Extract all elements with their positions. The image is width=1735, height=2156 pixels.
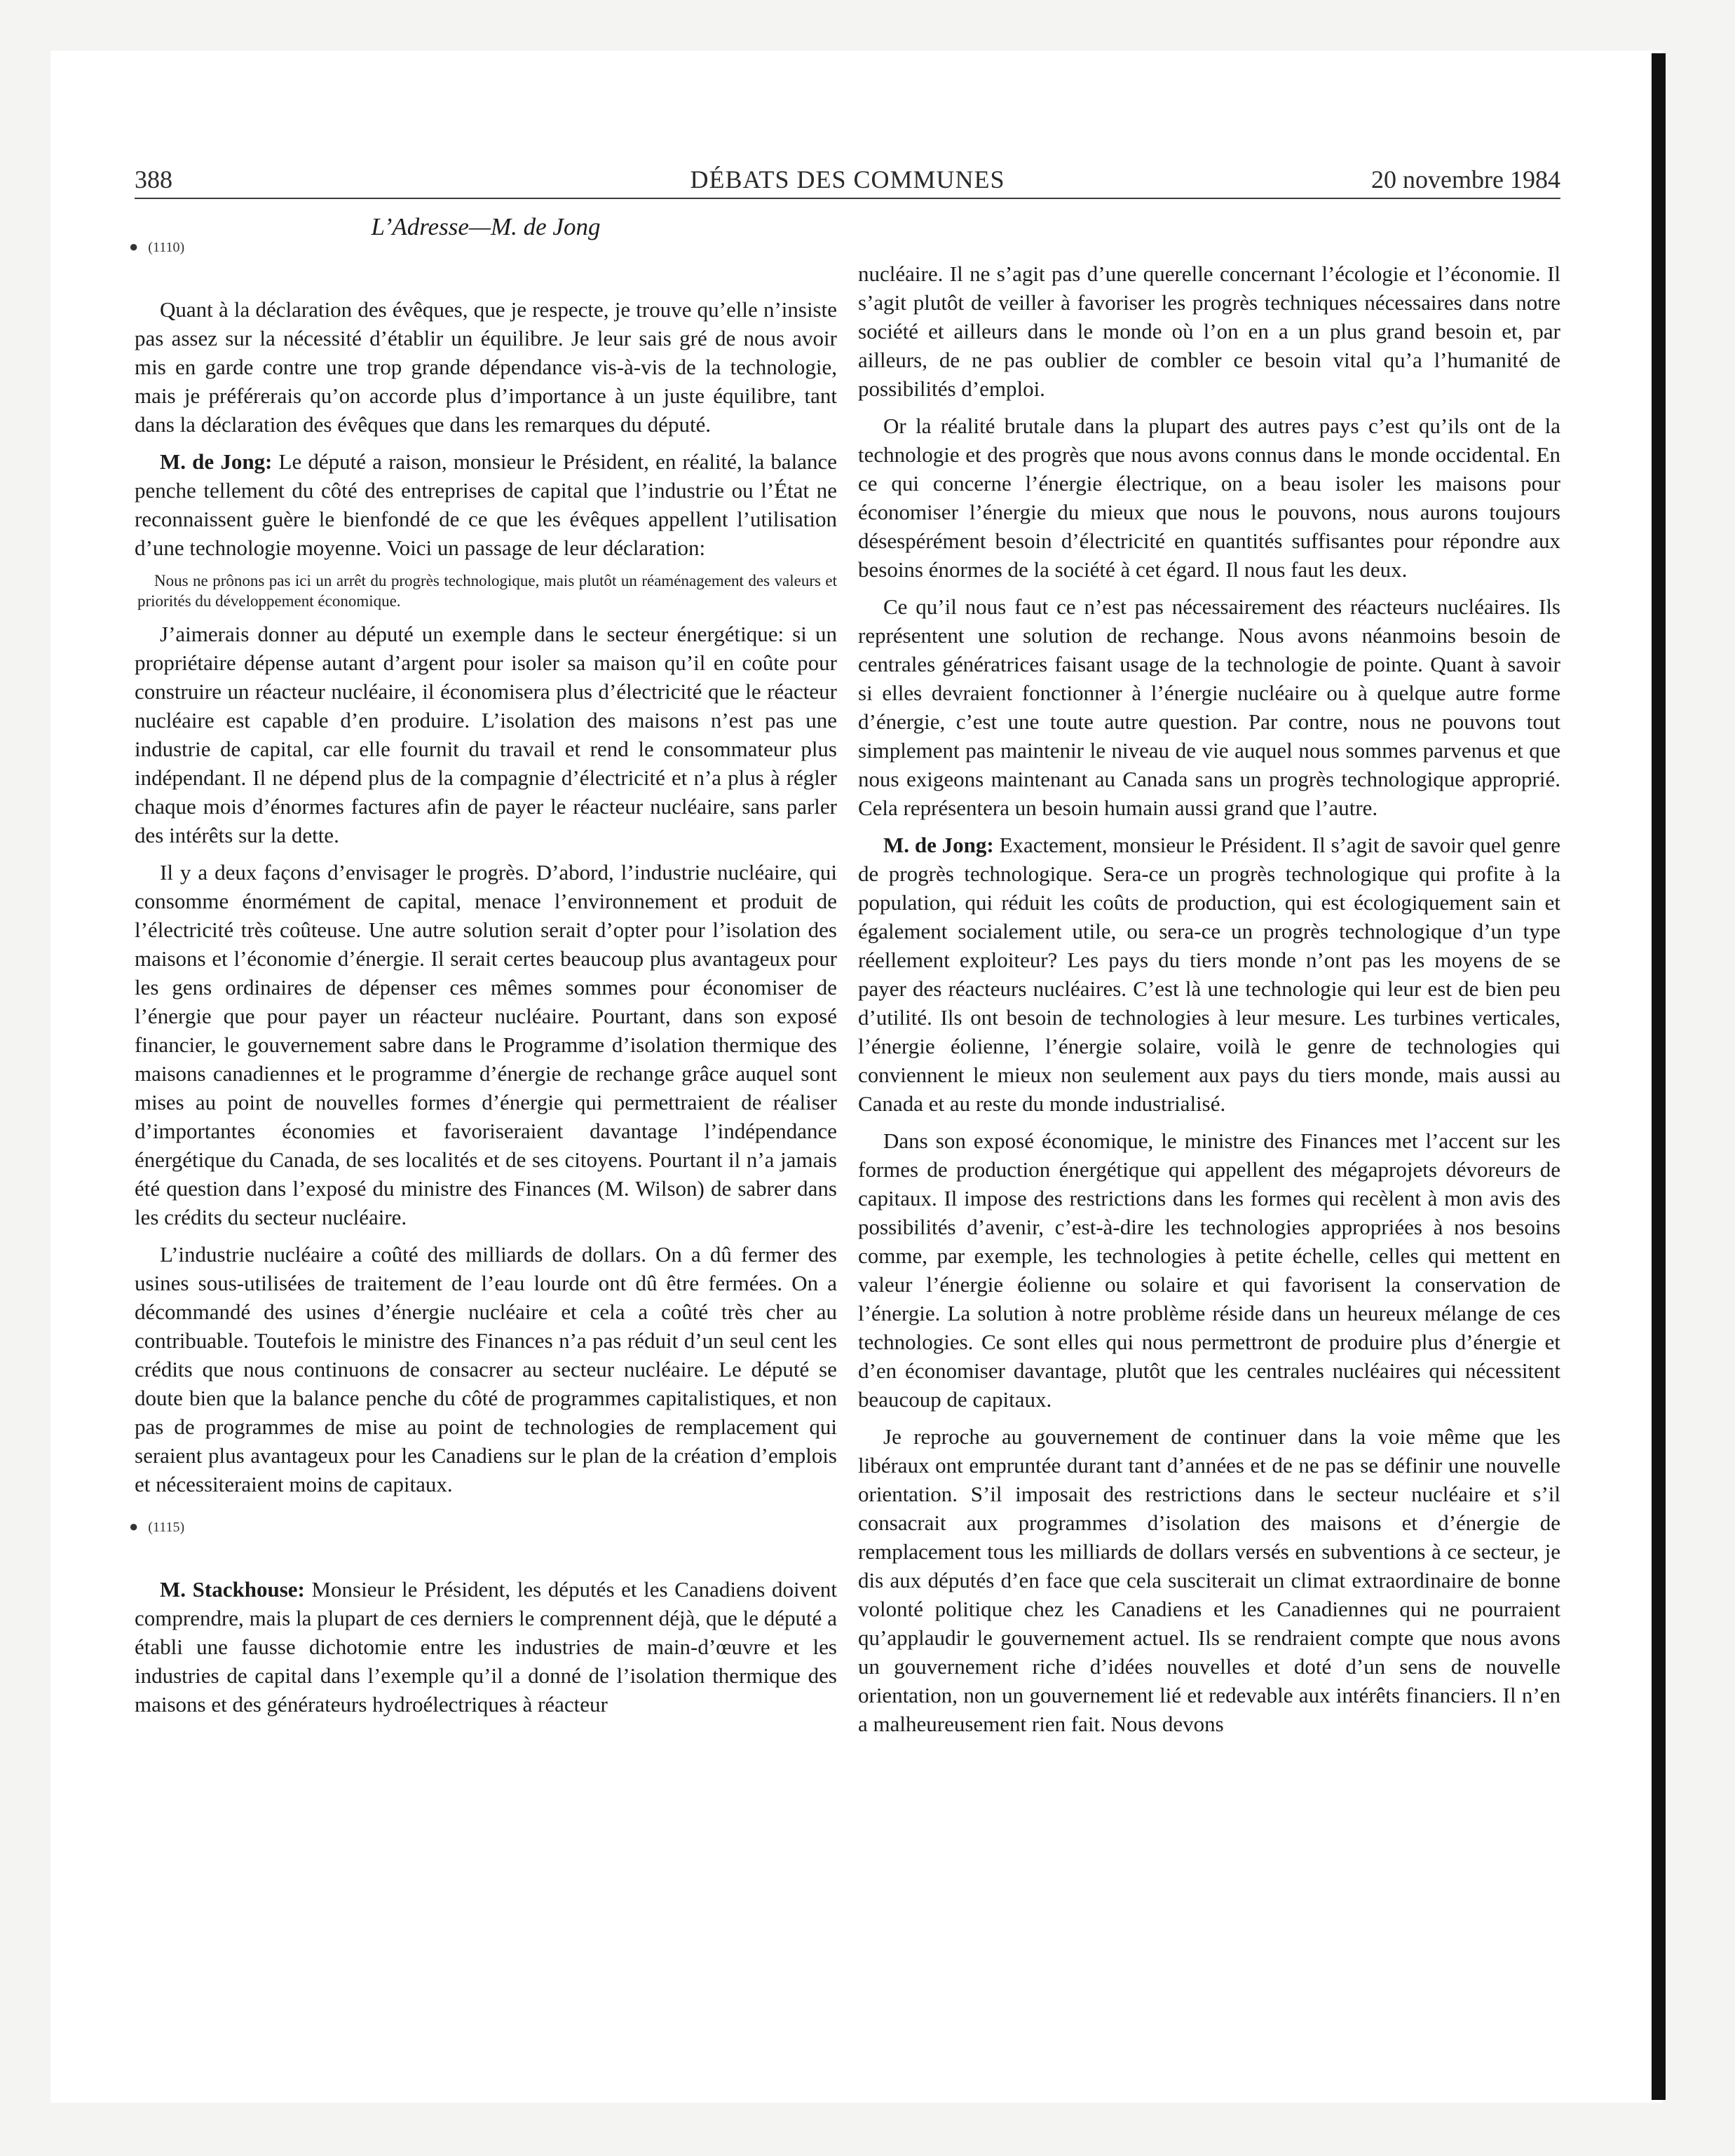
speaker-name: M. de Jong: [883, 833, 994, 857]
bullet-icon: ● [129, 1517, 139, 1535]
speaker-name: M. Stackhouse: [160, 1577, 305, 1602]
speech-text: Exactement, monsieur le Président. Il s’agit de savoir quel genre de progrès technologique. Sera-ce un progrès technologique qui profite à la population, qui réduit les coûts de production, qui est écologiquement sain et également socialement utile, ou sera-ce un progrès technologique d’un type réellement exploiteur? Les pays du tiers monde n’ont pas les moyens de se payer des réacteurs nucléaires. C’est là une technologie qui leur est de bien peu d’utilité. Ils ont besoin de technologies à leur mesure. Les turbines verticales, l’énergie éolienne, l’énergie solaire, voilà le genre de technologies qui conviennent le mieux non seulement aux pays du tiers monde, mais aussi au Canada et au reste du monde industrialisé. [858, 833, 1560, 1116]
bullet-icon: ● [129, 238, 139, 255]
page-number: 388 [135, 165, 172, 193]
timestamp-text: (1110) [148, 240, 185, 255]
timestamp-text: (1115) [148, 1520, 185, 1535]
timestamp-marker [129, 1518, 837, 1536]
timestamp-marker [129, 238, 837, 256]
right-column [858, 259, 1560, 2110]
block-quote: Nous ne prônons pas ici un arrêt du progrès technologique, mais plutôt un réaménagement des valeurs et priorités du développement économique. [137, 572, 837, 610]
paragraph [135, 1575, 837, 1719]
speech-text: Le député a raison, monsieur le Président, en réalité, la balance penche tellement du côté des entreprises de capital que l’industrie ou l’État ne reconnaissent guère le bienfondé de ce que les évêques appellent l’utilisation d’une technologie moyenne. Voici un passage de leur déclaration: [135, 449, 838, 560]
paragraph: Dans son exposé économique, le ministre des Finances met l’accent sur les formes de production énergétique qui appellent des mégaprojets dévoreurs de capitaux. Il impose des restrictions dans les formes qui recèlent à mon avis des possibilités d’avenir, c’est-à-dire les technologies appropriées à nos besoins comme, par exemple, les technologies à petite échelle, celles qui mettent en valeur l’énergie éolienne ou solaire et qui favorisent la conservation de l’énergie. La solution à notre problème réside dans un heureux mélange de ces technologies. Ce sont elles qui nous permettront de produire plus d’énergie et d’en économiser davantage, plutôt que les centrales nucléaires qui nécessitent beaucoup de capitaux. [858, 1128, 1560, 1412]
paragraph: nucléaire. Il ne s’agit pas d’une querelle concernant l’écologie et l’économie. Il s’agit plutôt de veiller à favoriser les progrès techniques nécessaires dans notre société et ailleurs dans le monde où l’on en a un plus grand besoin et, par ailleurs, de ne pas oublier de combler ce besoin vital qu’a l’humanité de possibilités d’emploi. [858, 261, 1560, 401]
publication-title: DÉBATS DES COMMUNES [690, 165, 1005, 193]
scan-edge-bar [1652, 53, 1666, 2100]
publication-date: 20 novembre 1984 [1371, 165, 1560, 193]
paragraph: Il y a deux façons d’envisager le progrès. D’abord, l’industrie nucléaire, qui consomme énormément de capital, menace l’environnement et produit de l’électricité très coûteuse. Une autre solution serait d’opter pour l’isolation des maisons et l’économie d’énergie. Il serait certes beaucoup plus avantageux pour les gens ordinaires de dépenser ces mêmes sommes pour économiser de l’énergie que pour payer un réacteur nucléaire. Pourtant, dans son exposé financier, le gouvernement sabre dans le Programme d’isolation thermique des maisons canadiennes et le programme d’énergie de rechange grâce auquel sont mises au point de nouvelles formes d’énergie qui permettraient de réaliser d’importantes économies et favoriseraient davantage l’indépendance énergétique du Canada, de ses localités et de ses citoyens. Pourtant il n’a jamais été question dans l’exposé du ministre des Finances (M. Wilson) de sabrer dans les crédits du secteur nucléaire. [135, 860, 837, 1229]
speaker-name: M. de Jong: [160, 449, 273, 474]
paragraph: Je reproche au gouvernement de continuer dans la voie même que les libéraux ont empruntée durant tant d’années et de ne pas se définir une nouvelle orientation. S’il imposait des restrictions dans le secteur nucléaire et s’il consacrait aux programmes d’isolation des maisons et d’énergie de remplacement tous les milliards de dollars versés en subventions à ce secteur, je dis aux députés d’en face que cela susciterait un climat extraordinaire de bonne volonté politique chez les Canadiens et les Canadiennes qui ne pourraient qu’applaudir le gouvernement actuel. Ils se rendraient compte que nous avons un gouvernement riche d’idées nouvelles et doté d’un sens de nouvelle orientation, non un gouvernement lié et redevable aux intérêts financiers. Il n’en a malheureusement rien fait. Nous devons [858, 1424, 1560, 1736]
header-rule [135, 198, 1560, 199]
paragraph: L’industrie nucléaire a coûté des milliards de dollars. On a dû fermer des usines sous-utilisées de traitement de l’eau lourde ont dû être fermées. On a décommandé des usines d’énergie nucléaire et cela a coûté très cher au contribuable. Toutefois le ministre des Finances n’a pas réduit d’un seul cent les crédits que nous continuons de consacrer au secteur nucléaire. Le député se doute bien que la balance penche du côté de programmes capitalistiques, et non pas de programmes de mise au point de technologies de remplacement qui seraient plus avantageux pour les Canadiens sur le plan de la création d’emplois et nécessiteraient moins de capitaux. [135, 1242, 837, 1496]
paragraph [135, 447, 837, 562]
running-head: L’Adresse—M. de Jong [371, 213, 601, 240]
paragraph: Ce qu’il nous faut ce n’est pas nécessairement des réacteurs nucléaires. Ils représentent une solution de rechange. Nous avons néanmoins besoin de centrales génératrices faisant usage de la technologie de pointe. Quant à savoir si elles devraient fonctionner à l’énergie nucléaire ou à quelque autre forme d’énergie, c’est une toute autre question. Par contre, nous ne pouvons tout simplement pas maintenir le niveau de vie auquel nous sommes parvenus et que nous exigeons maintenant au Canada sans un progrès technologique approprié. Cela représentera un besoin humain aussi grand que l’autre. [858, 594, 1560, 820]
paragraph [858, 831, 1560, 1118]
left-column [129, 238, 838, 2089]
paragraph: Or la réalité brutale dans la plupart des autres pays c’est qu’ils ont de la technologie et des progrès que nous avons connus dans le monde occidental. En ce qui concerne l’énergie électrique, on a beau isoler les maisons pour économiser l’énergie du mieux que nous le pouvons, nous aurons toujours désespérément besoin d’électricité en quantités suffisantes pour répondre aux besoins énormes de la société à cet égard. Il nous faut les deux. [858, 414, 1560, 582]
paragraph: Quant à la déclaration des évêques, que je respecte, je trouve qu’elle n’insiste pas assez sur la nécessité d’établir un équilibre. Je leur sais gré de nous avoir mis en garde contre une trop grande dépendance vis-à-vis de la technologie, mais je préférerais qu’on accorde plus d’importance à un juste équilibre, tant dans la déclaration des évêques que dans les remarques du député. [135, 297, 837, 437]
paragraph: J’aimerais donner au député un exemple dans le secteur énergétique: si un propriétaire dépense autant d’argent pour isoler sa maison qu’il en coûte pour construire un réacteur nucléaire, il économisera plus d’électricité que le réacteur nucléaire est capable d’en produire. L’isolation des maisons n’est pas une industrie de capital, car elle fournit du travail et rend le consommateur plus indépendant. Il ne dépend plus de la compagnie d’électricité et n’a plus à régler chaque mois d’énormes factures afin de payer le réacteur nucléaire, sans parler des intérêts sur la dette. [135, 622, 837, 847]
page-header [135, 161, 1560, 198]
speech-text: Monsieur le Président, les députés et les Canadiens doivent comprendre, mais la plupart de ces derniers le comprennent déjà, que le député a établi une fausse dichotomie entre les industries de main-d’œuvre et les industries de capital dans l’exemple qu’il a donné de l’isolation thermique des maisons et des générateurs hydroélectriques à réacteur [135, 1577, 837, 1717]
